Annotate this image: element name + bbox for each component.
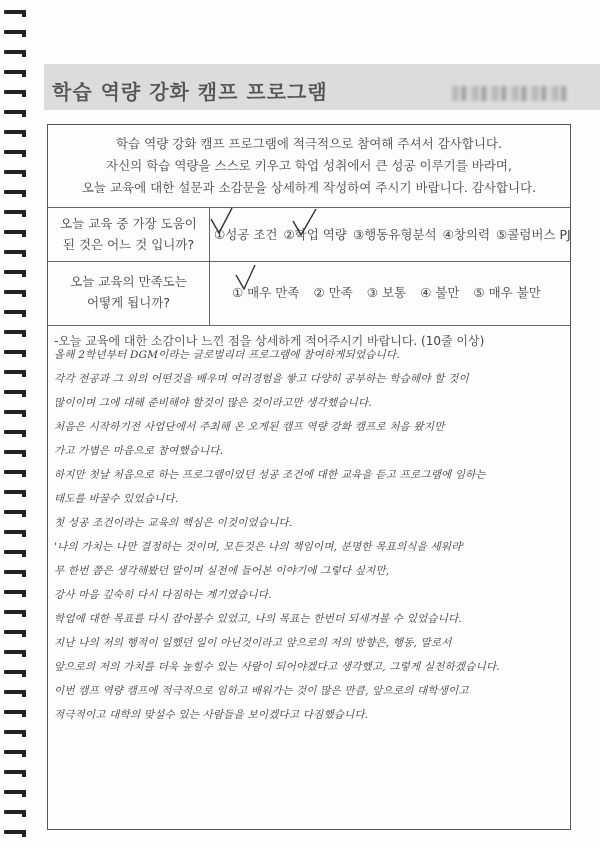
q1-option-4[interactable]: ④창의력 <box>442 227 491 242</box>
binding-ring <box>4 690 26 697</box>
binding-ring <box>4 730 26 737</box>
intro-line: 학습 역량 강화 캠프 프로그램에 적극적으로 참여해 주셔서 감사합니다. <box>116 136 502 151</box>
binding-ring <box>4 470 26 477</box>
survey-form <box>47 124 571 830</box>
binding-ring <box>4 510 26 517</box>
binding-ring <box>4 130 26 137</box>
handwritten-line: 태도를 바꿀수 있었습니다. <box>54 493 179 505</box>
q1-option-1[interactable]: ①성공 조건 <box>214 227 278 242</box>
intro-line: 오늘 교육에 대한 설문과 소감문을 상세하게 작성하여 주시기 바랍니다. 감사합니다. <box>81 180 537 195</box>
binding-ring <box>4 610 26 617</box>
table-divider <box>209 207 210 325</box>
binding-ring <box>4 390 26 397</box>
binding-ring <box>4 810 26 817</box>
handwritten-line: 적극적이고 대학의 맞설수 있는 사람들을 보이겠다고 다짐했습니다. <box>54 709 369 721</box>
q2-option-3[interactable]: ③ 보통 <box>366 285 407 300</box>
page-title: 학습 역량 강화 캠프 프로그램 <box>52 80 328 104</box>
handwritten-line: 강사 마음 깊숙히 다시 다짐하는 계기였습니다. <box>54 589 272 601</box>
divider <box>48 261 570 262</box>
binding-ring <box>4 830 26 837</box>
handwritten-line: 많이이며 그에 대해 준비해야 할것이 많은 것이라고만 생각했습니다. <box>54 397 372 409</box>
binding-ring <box>4 770 26 777</box>
q2-option-4[interactable]: ④ 불만 <box>420 285 460 300</box>
binding-ring <box>4 250 26 257</box>
handwritten-line: 하지만 첫날 처음으로 하는 프로그램이었던 성공 조건에 대한 교육을 듣고 프로그램에 임하는 <box>54 469 486 481</box>
binding-ring <box>4 450 26 457</box>
binding-ring <box>4 350 26 357</box>
handwritten-line: 무 한번 쯤은 생각해봤던 말이며 실전에 들어본 이야기에 그렇다 싶지만, <box>54 565 390 577</box>
binding-ring <box>4 150 26 157</box>
divider <box>48 325 570 326</box>
handwritten-line: 처음은 시작하기전 사업단에서 주최해 온 오게된 캠프 역량 강화 캠프로 처음 왔지만 <box>54 421 445 433</box>
intro-line: 자신의 학습 역량을 스스로 키우고 학업 성취에서 큰 성공 이루기를 바라며, <box>106 158 512 173</box>
handwritten-line: 각각 전공과 그 외의 어떤것을 배우며 여러경험을 쌓고 다양히 공부하는 학습해야 할 것이 <box>54 373 469 385</box>
binding-ring <box>4 410 26 417</box>
question1-label-line: 오늘 교육 중 가장 도움이 <box>60 216 197 231</box>
binding-ring <box>4 110 26 117</box>
q2-option-5[interactable]: ⑤ 매우 불만 <box>473 285 541 300</box>
binding-ring <box>4 750 26 757</box>
student-name-blurred <box>452 86 566 101</box>
intro-text <box>48 133 570 199</box>
binding-ring <box>4 570 26 577</box>
q1-option-5[interactable]: ⑤콜럼버스 PJ <box>496 227 571 242</box>
binding-ring <box>4 650 26 657</box>
binding-ring <box>4 550 26 557</box>
binding-ring <box>4 430 26 437</box>
handwritten-line: 앞으로의 저의 가치를 더욱 높힐수 있는 사람이 되어야겠다고 생각했고, 그렇게 실천하겠습니다. <box>54 661 500 673</box>
handwritten-line: 학업에 대한 목표를 다시 잡아볼수 있었고, 나의 목표는 한번더 되새겨볼 수 있었습니다. <box>54 613 462 625</box>
binding-ring <box>4 310 26 317</box>
binding-ring <box>4 330 26 337</box>
handwritten-line: 지난 나의 저의 행적이 일했던 일이 아닌것이라고 앞으로의 저의 방향은, 행동, 말로서 <box>54 637 452 649</box>
binding-ring <box>4 630 26 637</box>
question1-label <box>48 213 209 255</box>
essay-prompt: -오늘 교육에 대한 소감이나 느낀 점을 상세하게 적어주시기 바랍니다. (10줄 이상) <box>54 334 485 348</box>
question2-options <box>232 283 551 301</box>
binding-ring <box>4 10 26 17</box>
question2-label-line: 어떻게 됩니까? <box>86 295 171 310</box>
question2-label <box>48 271 209 313</box>
binding-ring <box>4 210 26 217</box>
binding-ring <box>4 70 26 77</box>
q2-option-1[interactable]: ① 매우 만족 <box>232 285 300 300</box>
binding-ring <box>4 50 26 57</box>
q1-option-2[interactable]: ②학업 역량 <box>283 227 347 242</box>
binding-ring <box>4 30 26 37</box>
binding-ring <box>4 670 26 677</box>
binding-ring <box>4 90 26 97</box>
question1-label-line: 된 것은 어느 것 입니까? <box>62 237 195 252</box>
handwritten-line: '나의 가치는 나만 결정하는 것이며, 모든것은 나의 책임이며, 분명한 목표의식을 세워라' <box>54 541 465 553</box>
binding-ring <box>4 170 26 177</box>
handwritten-line: 이번 캠프 역량 캠프에 적극적으로 임하고 배워가는 것이 많은 만큼, 앞으로의 대학생이고 <box>54 685 469 697</box>
question1-options <box>214 225 573 243</box>
q1-option-3[interactable]: ③행동유형분석 <box>352 227 437 242</box>
binding-ring <box>4 190 26 197</box>
binding-ring <box>4 370 26 377</box>
question2-label-line: 오늘 교육의 만족도는 <box>70 274 187 289</box>
header-bar <box>44 64 600 110</box>
handwritten-line: 올해 2학년부터 DGM이라는 글로벌리더 프로그램에 참여하게되었습니다. <box>54 349 400 361</box>
divider <box>48 207 570 208</box>
spiral-binding <box>0 0 34 848</box>
binding-ring <box>4 590 26 597</box>
binding-ring <box>4 530 26 537</box>
binding-ring <box>4 790 26 797</box>
binding-ring <box>4 710 26 717</box>
binding-ring <box>4 230 26 237</box>
binding-ring <box>4 490 26 497</box>
binding-ring <box>4 270 26 277</box>
handwritten-line: 가고 가볍은 마음으로 참여했습니다. <box>54 445 224 457</box>
handwritten-line: 첫 성공 조건이라는 교육의 핵심은 이것이었습니다. <box>54 517 293 529</box>
q2-option-2[interactable]: ② 만족 <box>313 285 353 300</box>
binding-ring <box>4 290 26 297</box>
